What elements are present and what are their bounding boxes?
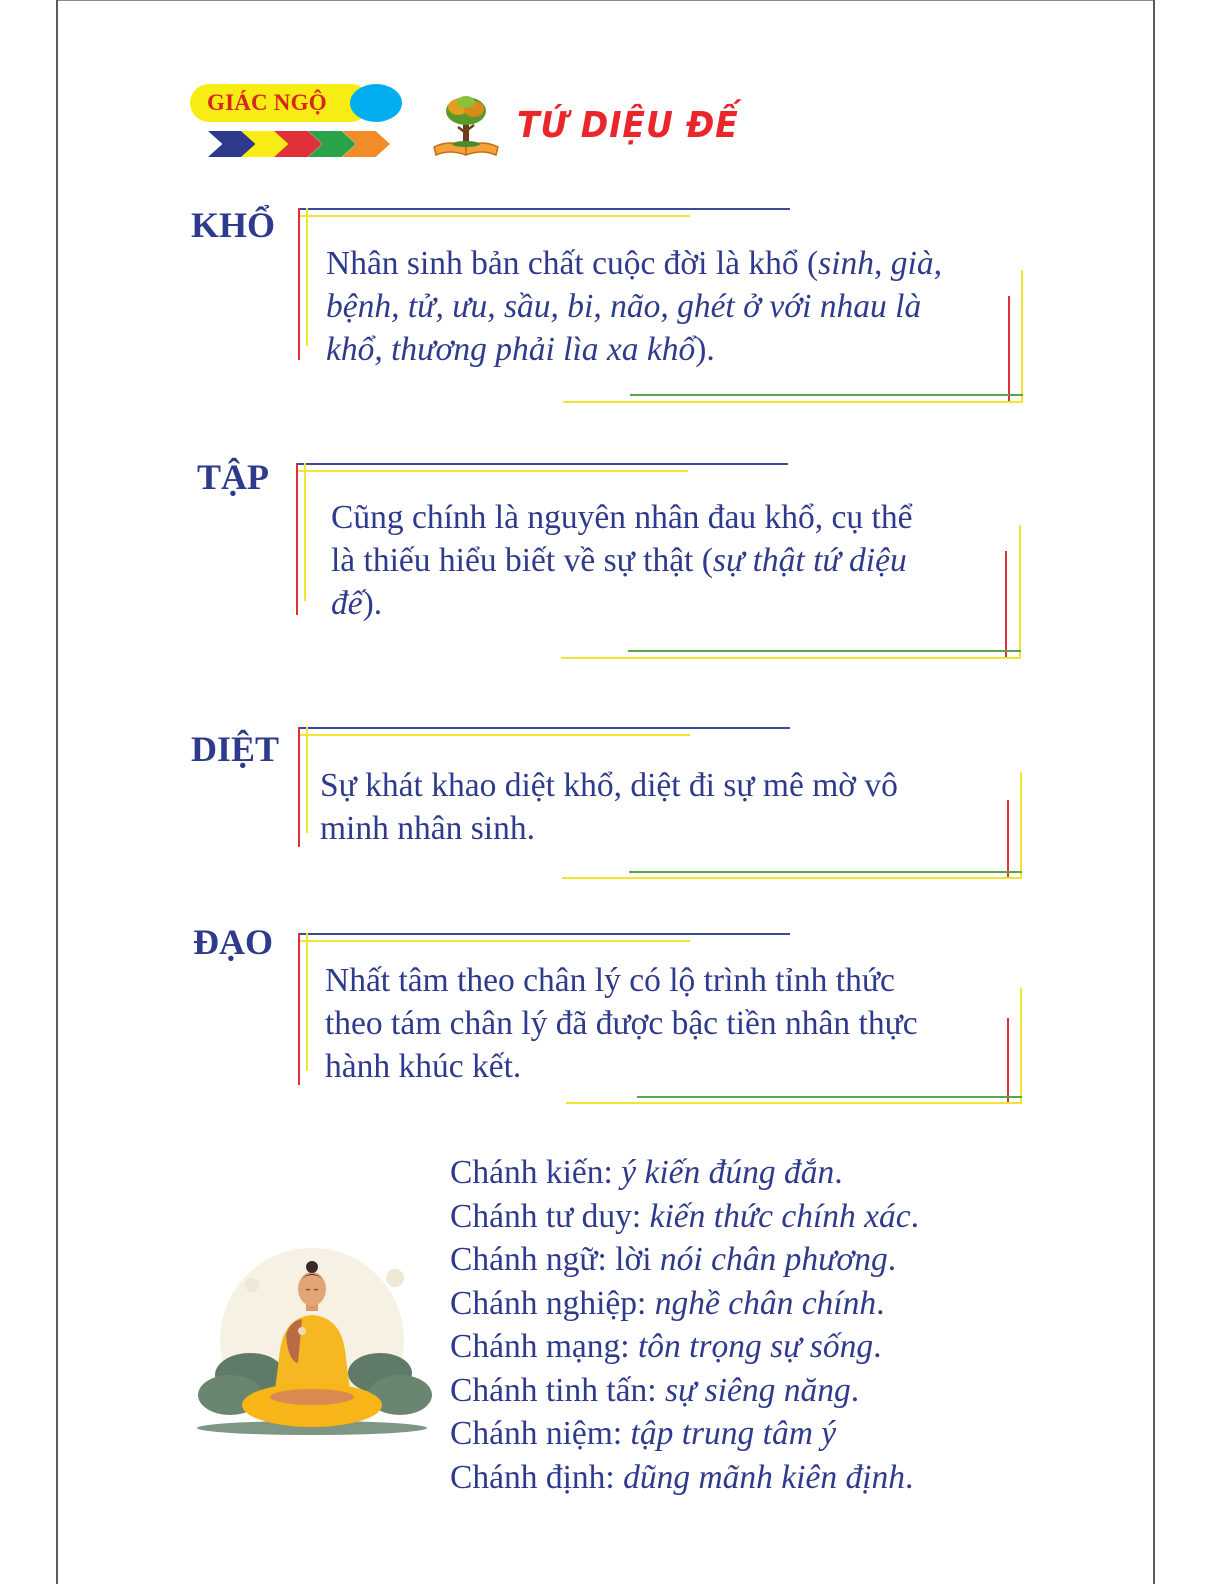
frame-line (306, 933, 308, 1071)
list-item: Chánh kiến: ý kiến đúng đắn. (450, 1154, 843, 1191)
section-body-dao (325, 959, 1015, 1088)
frame-line (296, 463, 298, 615)
frame-line (298, 933, 300, 1085)
section-label-kho: KHỔ (191, 205, 276, 245)
body-line: minh nhân sinh. (320, 810, 535, 847)
section-label-tap: TẬP (197, 457, 269, 497)
meditating-buddha-icon (190, 1245, 435, 1435)
badge-blue-dot (350, 84, 402, 122)
frame-line (630, 394, 1023, 396)
body-line: Nhất tâm theo chân lý có lộ trình tỉnh thức (325, 962, 895, 999)
frame-line (296, 463, 788, 465)
body-line: Sự khát khao diệt khổ, diệt đi sự mê mờ vô (320, 767, 898, 804)
frame-line (637, 1096, 1022, 1098)
giac-ngo-badge (190, 84, 402, 122)
section-body-kho (326, 242, 1016, 371)
frame-line (298, 208, 790, 210)
frame-line (563, 401, 1023, 403)
frame-line (629, 871, 1022, 873)
frame-line (561, 657, 1021, 659)
badge-label: GIÁC NGỘ (207, 90, 327, 115)
frame-line (1020, 772, 1022, 878)
body-line: bệnh, tử, ưu, sầu, bi, não, ghét ở với nhau là (326, 288, 922, 325)
body-line: hành khúc kết. (325, 1048, 522, 1085)
section-body-tap (331, 496, 1011, 625)
list-item: Chánh ngữ: lời nói chân phương. (450, 1241, 897, 1278)
frame-line (1020, 988, 1022, 1103)
list-item: Chánh tinh tấn: sự siêng năng. (450, 1371, 860, 1409)
frame-line (1019, 525, 1021, 657)
body-line: khổ, thương phải lìa xa khổ). (326, 331, 715, 368)
list-item: Chánh tư duy: kiến thức chính xác. (450, 1197, 920, 1235)
list-item: Chánh mạng: tôn trọng sự sống. (450, 1328, 882, 1365)
section-label-dao: ĐẠO (193, 922, 273, 962)
frame-line (298, 940, 690, 942)
frame-line (298, 933, 790, 935)
body-line: Nhân sinh bản chất cuộc đời là khổ (sinh, già, (326, 245, 942, 282)
list-item: Chánh nghiệp: nghề chân chính. (450, 1284, 885, 1322)
frame-line (306, 727, 308, 833)
list-item: Chánh định: dũng mãnh kiên định. (450, 1458, 914, 1496)
body-line: Cũng chính là nguyên nhân đau khổ, cụ thể (331, 499, 913, 536)
body-line: theo tám chân lý đã được bậc tiền nhân thực (325, 1005, 918, 1042)
page-border-left (56, 0, 58, 1584)
tree-book-icon (430, 93, 502, 159)
frame-line (566, 1102, 1022, 1104)
frame-line (298, 727, 790, 729)
frame-line (298, 208, 300, 360)
frame-line (304, 463, 306, 601)
list-item: Chánh niệm: tập trung tâm ý (450, 1415, 837, 1452)
frame-line (1021, 270, 1023, 402)
body-line: đế). (331, 585, 383, 622)
page-border-top (56, 0, 1155, 1)
frame-line (298, 727, 300, 847)
frame-line (628, 650, 1021, 652)
section-body-diet (320, 764, 1010, 850)
page-border-right (1153, 0, 1155, 1584)
frame-line (296, 470, 688, 472)
body-line: là thiếu hiểu biết về sự thật (sự thật tứ diệu (331, 542, 907, 579)
section-label-diet: DIỆT (191, 729, 280, 769)
eightfold-path-list (450, 1151, 919, 1499)
frame-line (298, 215, 690, 217)
page-title: TỨ DIỆU ĐẾ (517, 105, 739, 146)
colored-chevron-arrows (208, 131, 392, 157)
frame-line (298, 734, 690, 736)
frame-line (562, 877, 1022, 879)
frame-line (306, 208, 308, 346)
